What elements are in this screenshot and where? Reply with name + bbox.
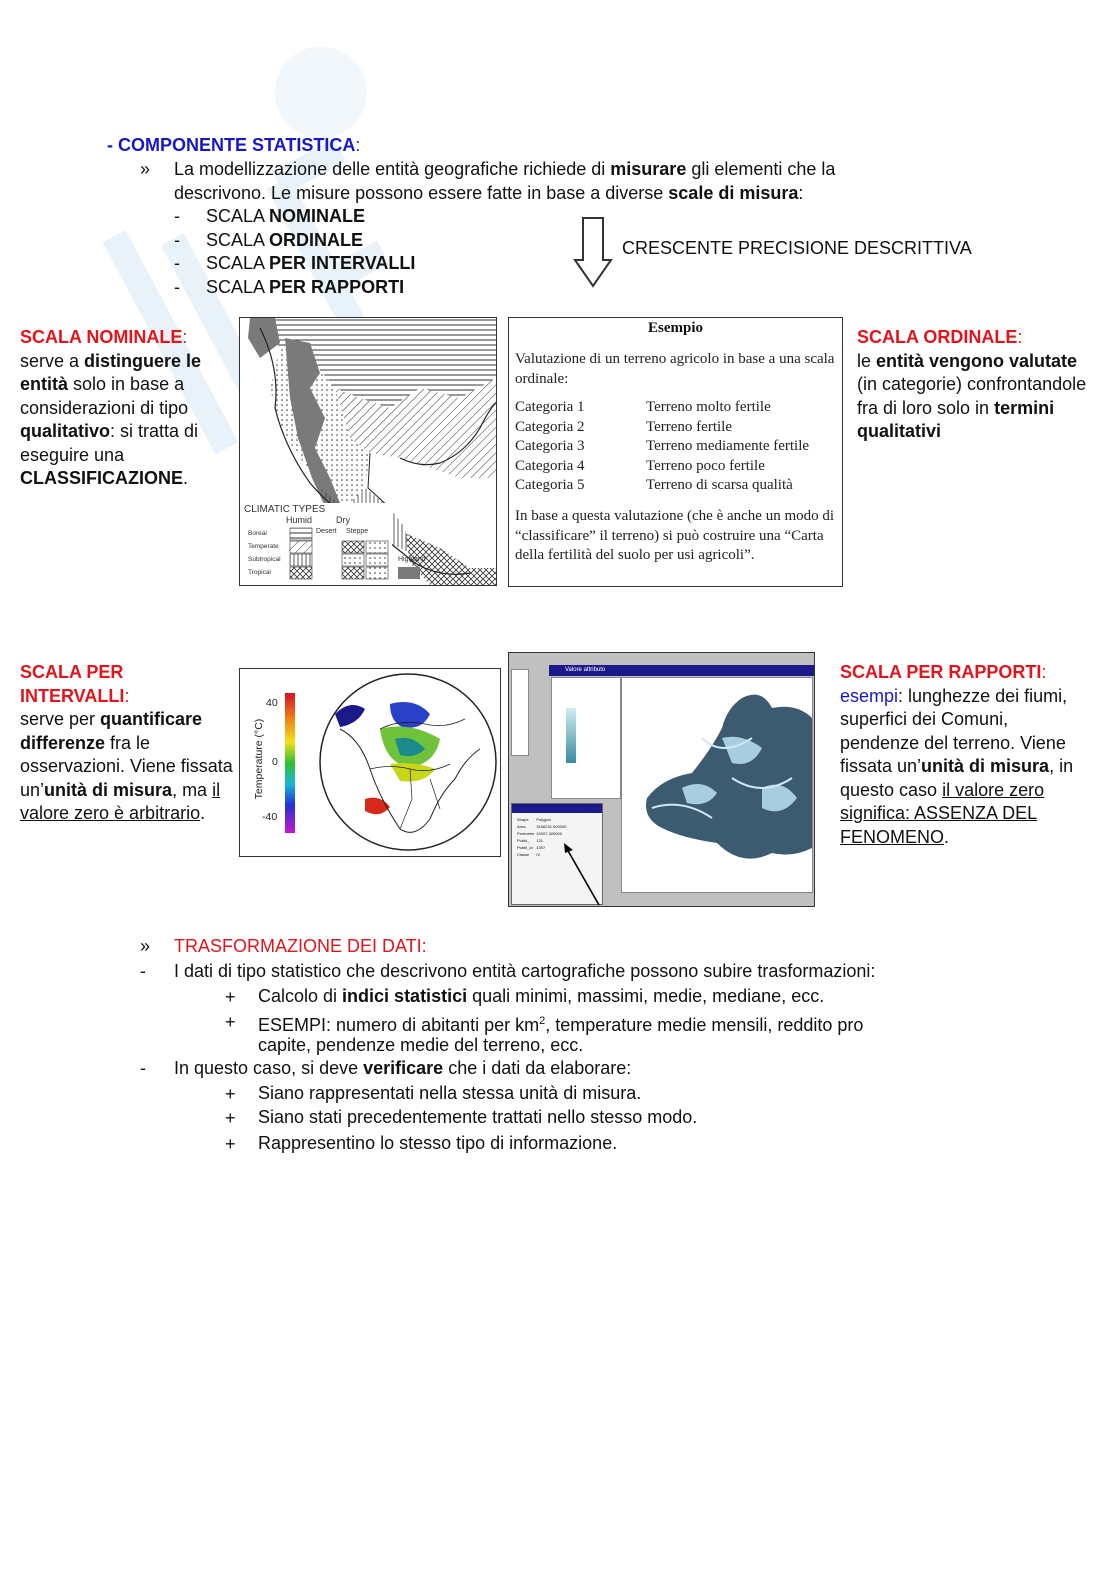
list-item-plus: +	[225, 1012, 236, 1032]
ordinale-description: SCALA ORDINALE: le entità vengono valutate (in categorie) confrontandole fra di loro solo in termini qualitativi	[857, 327, 1087, 441]
legend-row: Temperate	[248, 543, 279, 550]
list-item: ESEMPI: numero di abitanti per $km^2$, temperature medie mensili, reddito pro	[258, 1015, 864, 1035]
rapporti-description: SCALA PER RAPPORTI: esempi: lunghezze dei fiumi, superfici dei Comuni, pendenze del terreno. Viene fissata un’unità di misura, in questo caso il valore zero significa: ASSENZA DEL FENOMENO.	[840, 662, 1074, 847]
legend-steppe: Steppe	[346, 528, 369, 535]
pointer-arrow-icon	[509, 653, 814, 906]
list-item: SCALA PER RAPPORTI	[206, 277, 405, 297]
table-row: Pubbl_ 121	[517, 838, 544, 843]
temperature-globe-figure	[239, 668, 501, 857]
esempio-box	[508, 317, 843, 587]
nominale-description: SCALA NOMINALE: serve a distinguere le entità solo in base a considerazioni di tipo qualitativo: si tratta di eseguire una CLASSIFICAZIONE.	[20, 327, 202, 488]
p2-text: In questo caso, si deve verificare che i dati da elaborare:	[174, 1058, 632, 1078]
table-row: Classe IV	[517, 852, 541, 857]
legend-row: Boreal	[248, 530, 267, 537]
climate-map-figure	[239, 317, 497, 586]
list-item: Siano stati precedentemente trattati nello stesso modo.	[258, 1107, 698, 1127]
list-item: -	[174, 206, 180, 226]
climate-legend	[244, 504, 325, 515]
list-item: SCALA NOMINALE	[206, 206, 366, 226]
tick-label: 40	[266, 697, 278, 709]
table-row: Area 3166231.000000	[517, 824, 567, 829]
table-row: Categoria 1 Terreno molto fertile	[515, 399, 771, 415]
table-row: Categoria 5 Terreno di scarsa qualità	[515, 477, 793, 493]
list-item: -	[174, 253, 180, 273]
list-item: -	[174, 277, 180, 297]
categories-table	[515, 398, 809, 496]
esempio-heading: Esempio	[647, 320, 703, 336]
trasformazione-bullet: »	[140, 936, 151, 956]
gis-window-title: Valore attributo	[565, 667, 606, 673]
legend-swatches	[288, 526, 398, 582]
tick-label: -40	[262, 811, 278, 823]
intro-bullet: »	[140, 159, 151, 179]
list-item-plus: +	[225, 1108, 236, 1128]
legend-dry: Dry	[336, 515, 350, 525]
legend-row: Tropical	[248, 569, 271, 576]
legend-title: CLIMATIC TYPES	[244, 504, 326, 515]
down-arrow-icon	[573, 216, 613, 288]
esempio-outro: In base a questa valutazione (che è anche un modo di “classificare” il terreno) si può costruire una “Carta della fertilità del suolo per usi agricoli”.	[515, 508, 835, 563]
table-row: Categoria 4 Terreno poco fertile	[515, 457, 765, 474]
list-item-plus: +	[225, 1084, 236, 1104]
p1-dash: -	[140, 961, 146, 981]
list-item: Calcolo di indici statistici quali minimi, massimi, medie, mediane, ecc.	[258, 986, 825, 1006]
p2-dash: -	[140, 1058, 146, 1078]
intervalli-description: SCALA PER INTERVALLI: serve per quantificare differenze fra le osservazioni. Viene fissata un’unità di misura, ma il valore zero è arbitrario.	[20, 662, 233, 823]
esempio-intro: Valutazione di un terreno agricolo in base a una scala ordinale:	[515, 351, 835, 387]
table-row: Categoria 2 Terreno fertile	[515, 418, 732, 435]
gis-screenshot-figure	[508, 652, 815, 907]
table-row: Categoria 3 Terreno mediamente fertile	[515, 438, 810, 454]
legend-row: Subtropical	[248, 556, 281, 563]
trasformazione-title: TRASFORMAZIONE DEI DATI:	[174, 936, 427, 956]
list-item: SCALA ORDINALE	[206, 230, 364, 250]
table-row: Pubbl_id 1097	[517, 845, 546, 850]
table-row: Shape Polygon	[517, 817, 551, 822]
legend-humid: Humid	[286, 515, 313, 525]
table-row: Perimeter 10007.420000	[517, 831, 562, 836]
temperature-axis-label: Temperature (°C)	[253, 718, 265, 800]
list-item-plus: +	[225, 987, 236, 1007]
list-item: -	[174, 230, 180, 250]
list-item: Rappresentino lo stesso tipo di informazione.	[258, 1133, 618, 1153]
list-item: Siano rappresentati nella stessa unità di misura.	[258, 1083, 642, 1103]
list-item: SCALA PER INTERVALLI	[206, 253, 416, 273]
tick-label: 0	[272, 756, 278, 768]
legend-highland: Highland	[398, 556, 426, 563]
temperature-globe	[240, 669, 500, 856]
list-item-plus: +	[225, 1134, 236, 1154]
arrow-label: CRESCENTE PRECISIONE DESCRITTIVA	[622, 238, 972, 258]
highland-swatch	[398, 567, 420, 579]
section-title: - COMPONENTE STATISTICA:	[107, 135, 361, 155]
color-scale-bar	[285, 693, 295, 833]
intro-line-1: La modellizzazione delle entità geografiche richiede di misurare gli elementi che la	[174, 159, 836, 179]
list-item-continuation: capite, pendenze medie del terreno, ecc.	[258, 1035, 584, 1055]
intro-line-2: descrivono. Le misure possono essere fatte in base a diverse scale di misura:	[174, 183, 804, 203]
legend-desert: Desert	[316, 528, 337, 535]
p1-text: I dati di tipo statistico che descrivono entità cartografiche possono subire trasformazioni:	[174, 961, 876, 981]
